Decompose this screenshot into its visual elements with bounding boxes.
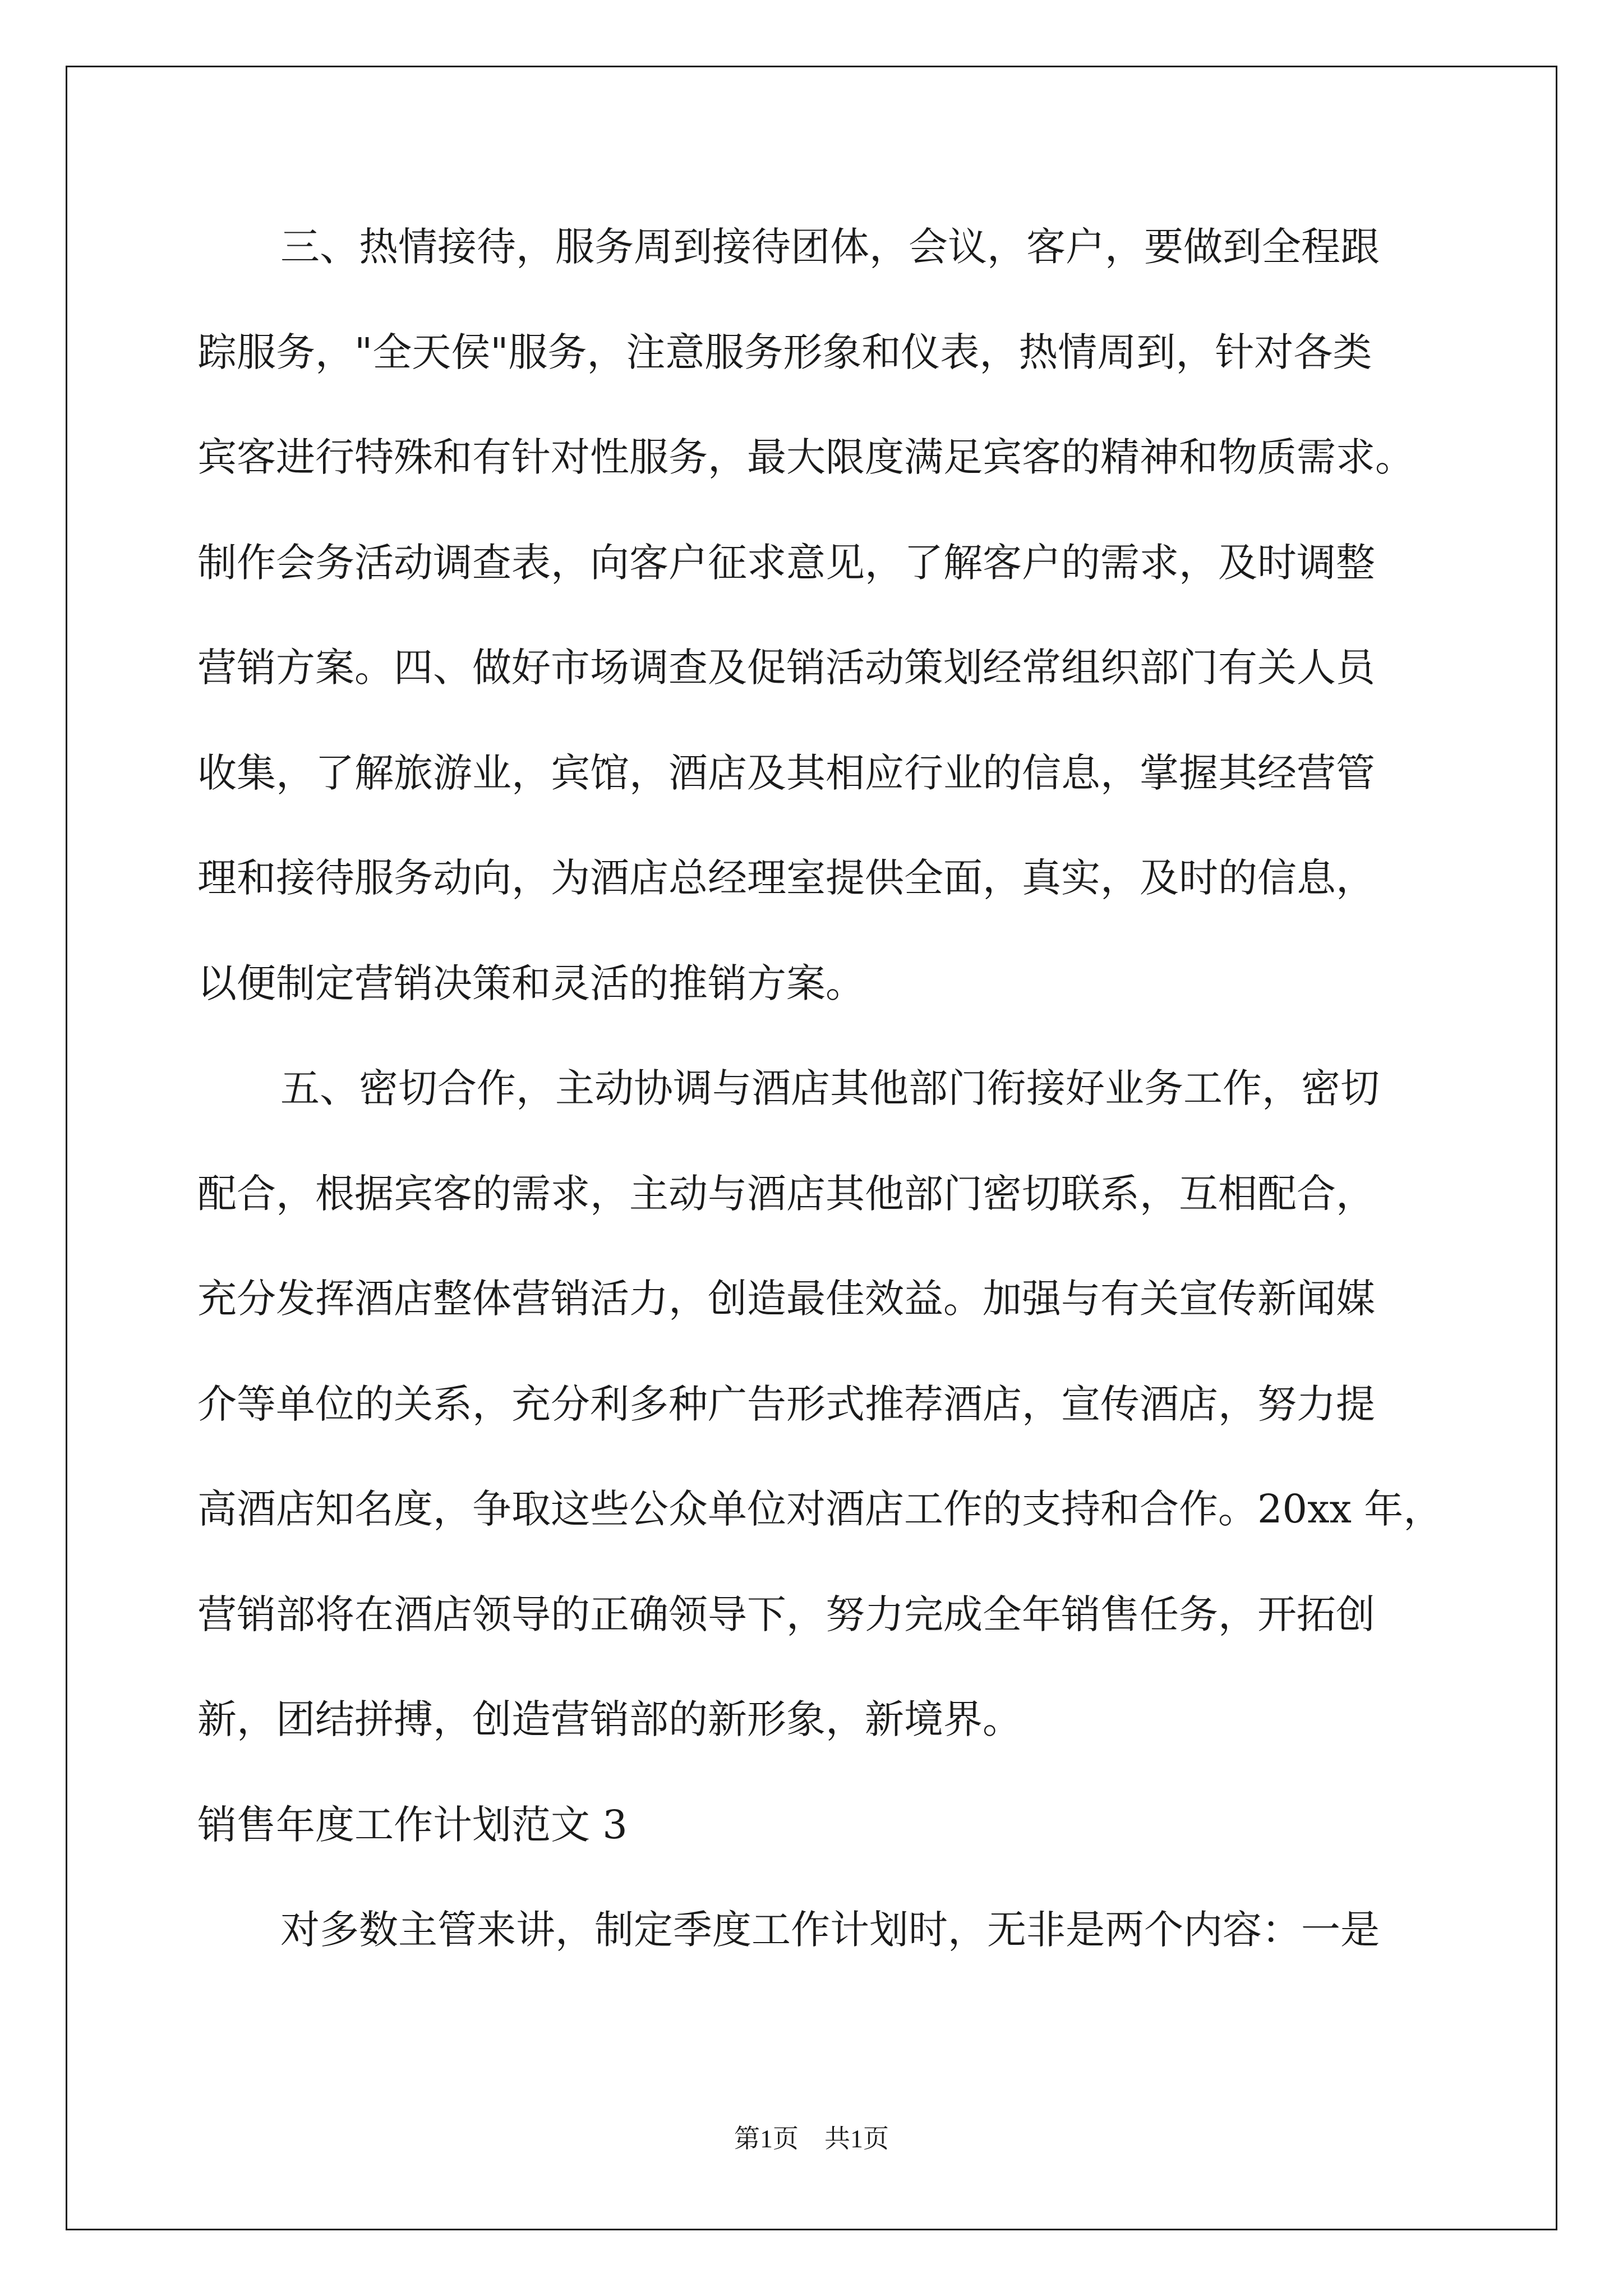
paragraph-line: 营销部将在酒店领导的正确领导下，努力完成全年销售任务，开拓创 (197, 1591, 1375, 1637)
paragraph-line: 配合，根据宾客的需求，主动与酒店其他部门密切联系，互相配合， (197, 1171, 1375, 1217)
paragraph-line: 介等单位的关系，充分利多种广告形式推荐酒店，宣传酒店，努力提 (197, 1381, 1375, 1427)
paragraph-line: 五、密切合作，主动协调与酒店其他部门衔接好业务工作，密切 (280, 1065, 1380, 1111)
paragraph-line: 踪服务，"全天侯"服务，注意服务形象和仪表，热情周到，针对各类 (197, 329, 1372, 375)
paragraph-line: 高酒店知名度，争取这些公众单位对酒店工作的支持和合作。20xx 年， (197, 1486, 1443, 1532)
paragraph-line: 充分发挥酒店整体营销活力，创造最佳效益。加强与有关宣传新闻媒 (197, 1276, 1375, 1322)
paragraph-line: 三、热情接待，服务周到接待团体，会议，客户，要做到全程跟 (280, 224, 1380, 270)
paragraph-line: 新，团结拼搏，创造营销部的新形象，新境界。 (197, 1696, 1022, 1742)
page-total: 共1页 (824, 2124, 889, 2153)
paragraph-line: 营销方案。四、做好市场调查及促销活动策划经常组织部门有关人员 (197, 645, 1375, 691)
page-footer (0, 2122, 1623, 2156)
paragraph-line: 制作会务活动调查表，向客户征求意见，了解客户的需求，及时调整 (197, 540, 1375, 586)
section-heading: 销售年度工作计划范文 3 (197, 1802, 628, 1848)
paragraph-line: 理和接待服务动向，为酒店总经理室提供全面，真实，及时的信息， (197, 855, 1375, 901)
paragraph-line: 收集，了解旅游业，宾馆，酒店及其相应行业的信息，掌握其经营管 (197, 750, 1375, 796)
page-number: 第1页 (734, 2124, 799, 2153)
paragraph-line: 对多数主管来讲，制定季度工作计划时，无非是两个内容：一是 (280, 1907, 1380, 1953)
paragraph-line: 宾客进行特殊和有针对性服务，最大限度满足宾客的精神和物质需求。 (197, 434, 1414, 480)
paragraph-line: 以便制定营销决策和灵活的推销方案。 (197, 960, 865, 1006)
